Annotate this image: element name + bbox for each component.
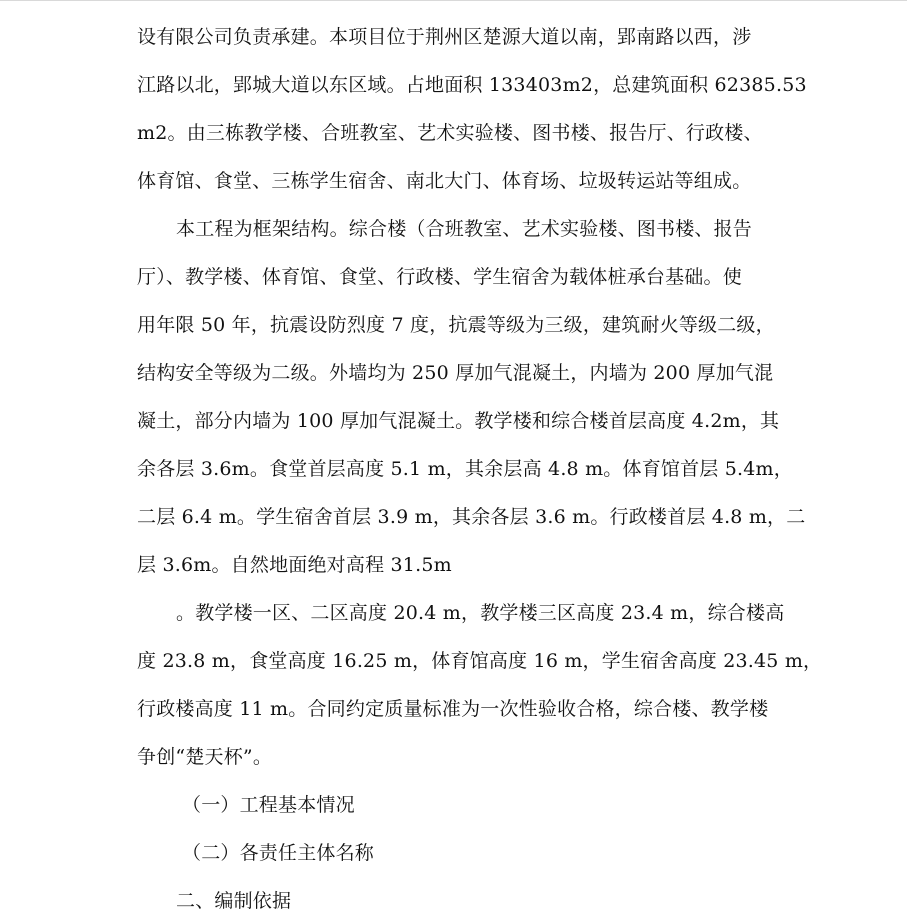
paragraph-line: 。教学楼一区、二区高度 20.4 m，教学楼三区高度 23.4 m，综合楼高 — [176, 602, 785, 624]
paragraph-line: 行政楼高度 11 m。合同约定质量标准为一次性验收合格，综合楼、教学楼 — [137, 698, 769, 720]
paragraph-line: 度 23.8 m，食堂高度 16.25 m，体育馆高度 16 m，学生宿舍高度 23.45 m， — [137, 650, 823, 672]
paragraph-line: 争创“楚天杯”。 — [137, 746, 273, 768]
paragraph-line: m2。由三栋教学楼、合班教室、艺术实验楼、图书楼、报告厅、行政楼、 — [137, 122, 763, 144]
paragraph-line: 层 3.6m。自然地面绝对高程 31.5m — [137, 554, 452, 576]
paragraph-line: 体育馆、食堂、三栋学生宿舍、南北大门、体育场、垃圾转运站等组成。 — [137, 170, 752, 192]
subheading-responsible-parties: （二）各责任主体名称 — [182, 842, 375, 864]
paragraph-line: 用年限 50 年，抗震设防烈度 7 度，抗震等级为三级，建筑耐火等级二级， — [137, 314, 775, 336]
section-heading-basis: 二、编制依据 — [176, 890, 292, 912]
paragraph-line: 二层 6.4 m。学生宿舍首层 3.9 m，其余各层 3.6 m。行政楼首层 4.8 m，二 — [137, 506, 806, 528]
paragraph-line: 凝土，部分内墙为 100 厚加气混凝土。教学楼和综合楼首层高度 4.2m，其 — [137, 410, 780, 432]
subheading-basic-info: （一）工程基本情况 — [182, 794, 355, 816]
paragraph-line: 厅）、教学楼、体育馆、食堂、行政楼、学生宿舍为载体桩承台基础。使 — [137, 266, 742, 288]
paragraph-line: 余各层 3.6m。食堂首层高度 5.1 m，其余层高 4.8 m。体育馆首层 5.4m， — [137, 458, 793, 480]
paragraph-line: 本工程为框架结构。综合楼（合班教室、艺术实验楼、图书楼、报告 — [176, 218, 753, 240]
paragraph-line: 结构安全等级为二级。外墙均为 250 厚加气混凝土，内墙为 200 厚加气混 — [137, 362, 774, 384]
paragraph-line: 设有限公司负责承建。本项目位于荆州区楚源大道以南，郢南路以西，涉 — [137, 26, 752, 48]
paragraph-line: 江路以北，郢城大道以东区域。占地面积 133403m2，总建筑面积 62385.53 — [137, 74, 807, 96]
